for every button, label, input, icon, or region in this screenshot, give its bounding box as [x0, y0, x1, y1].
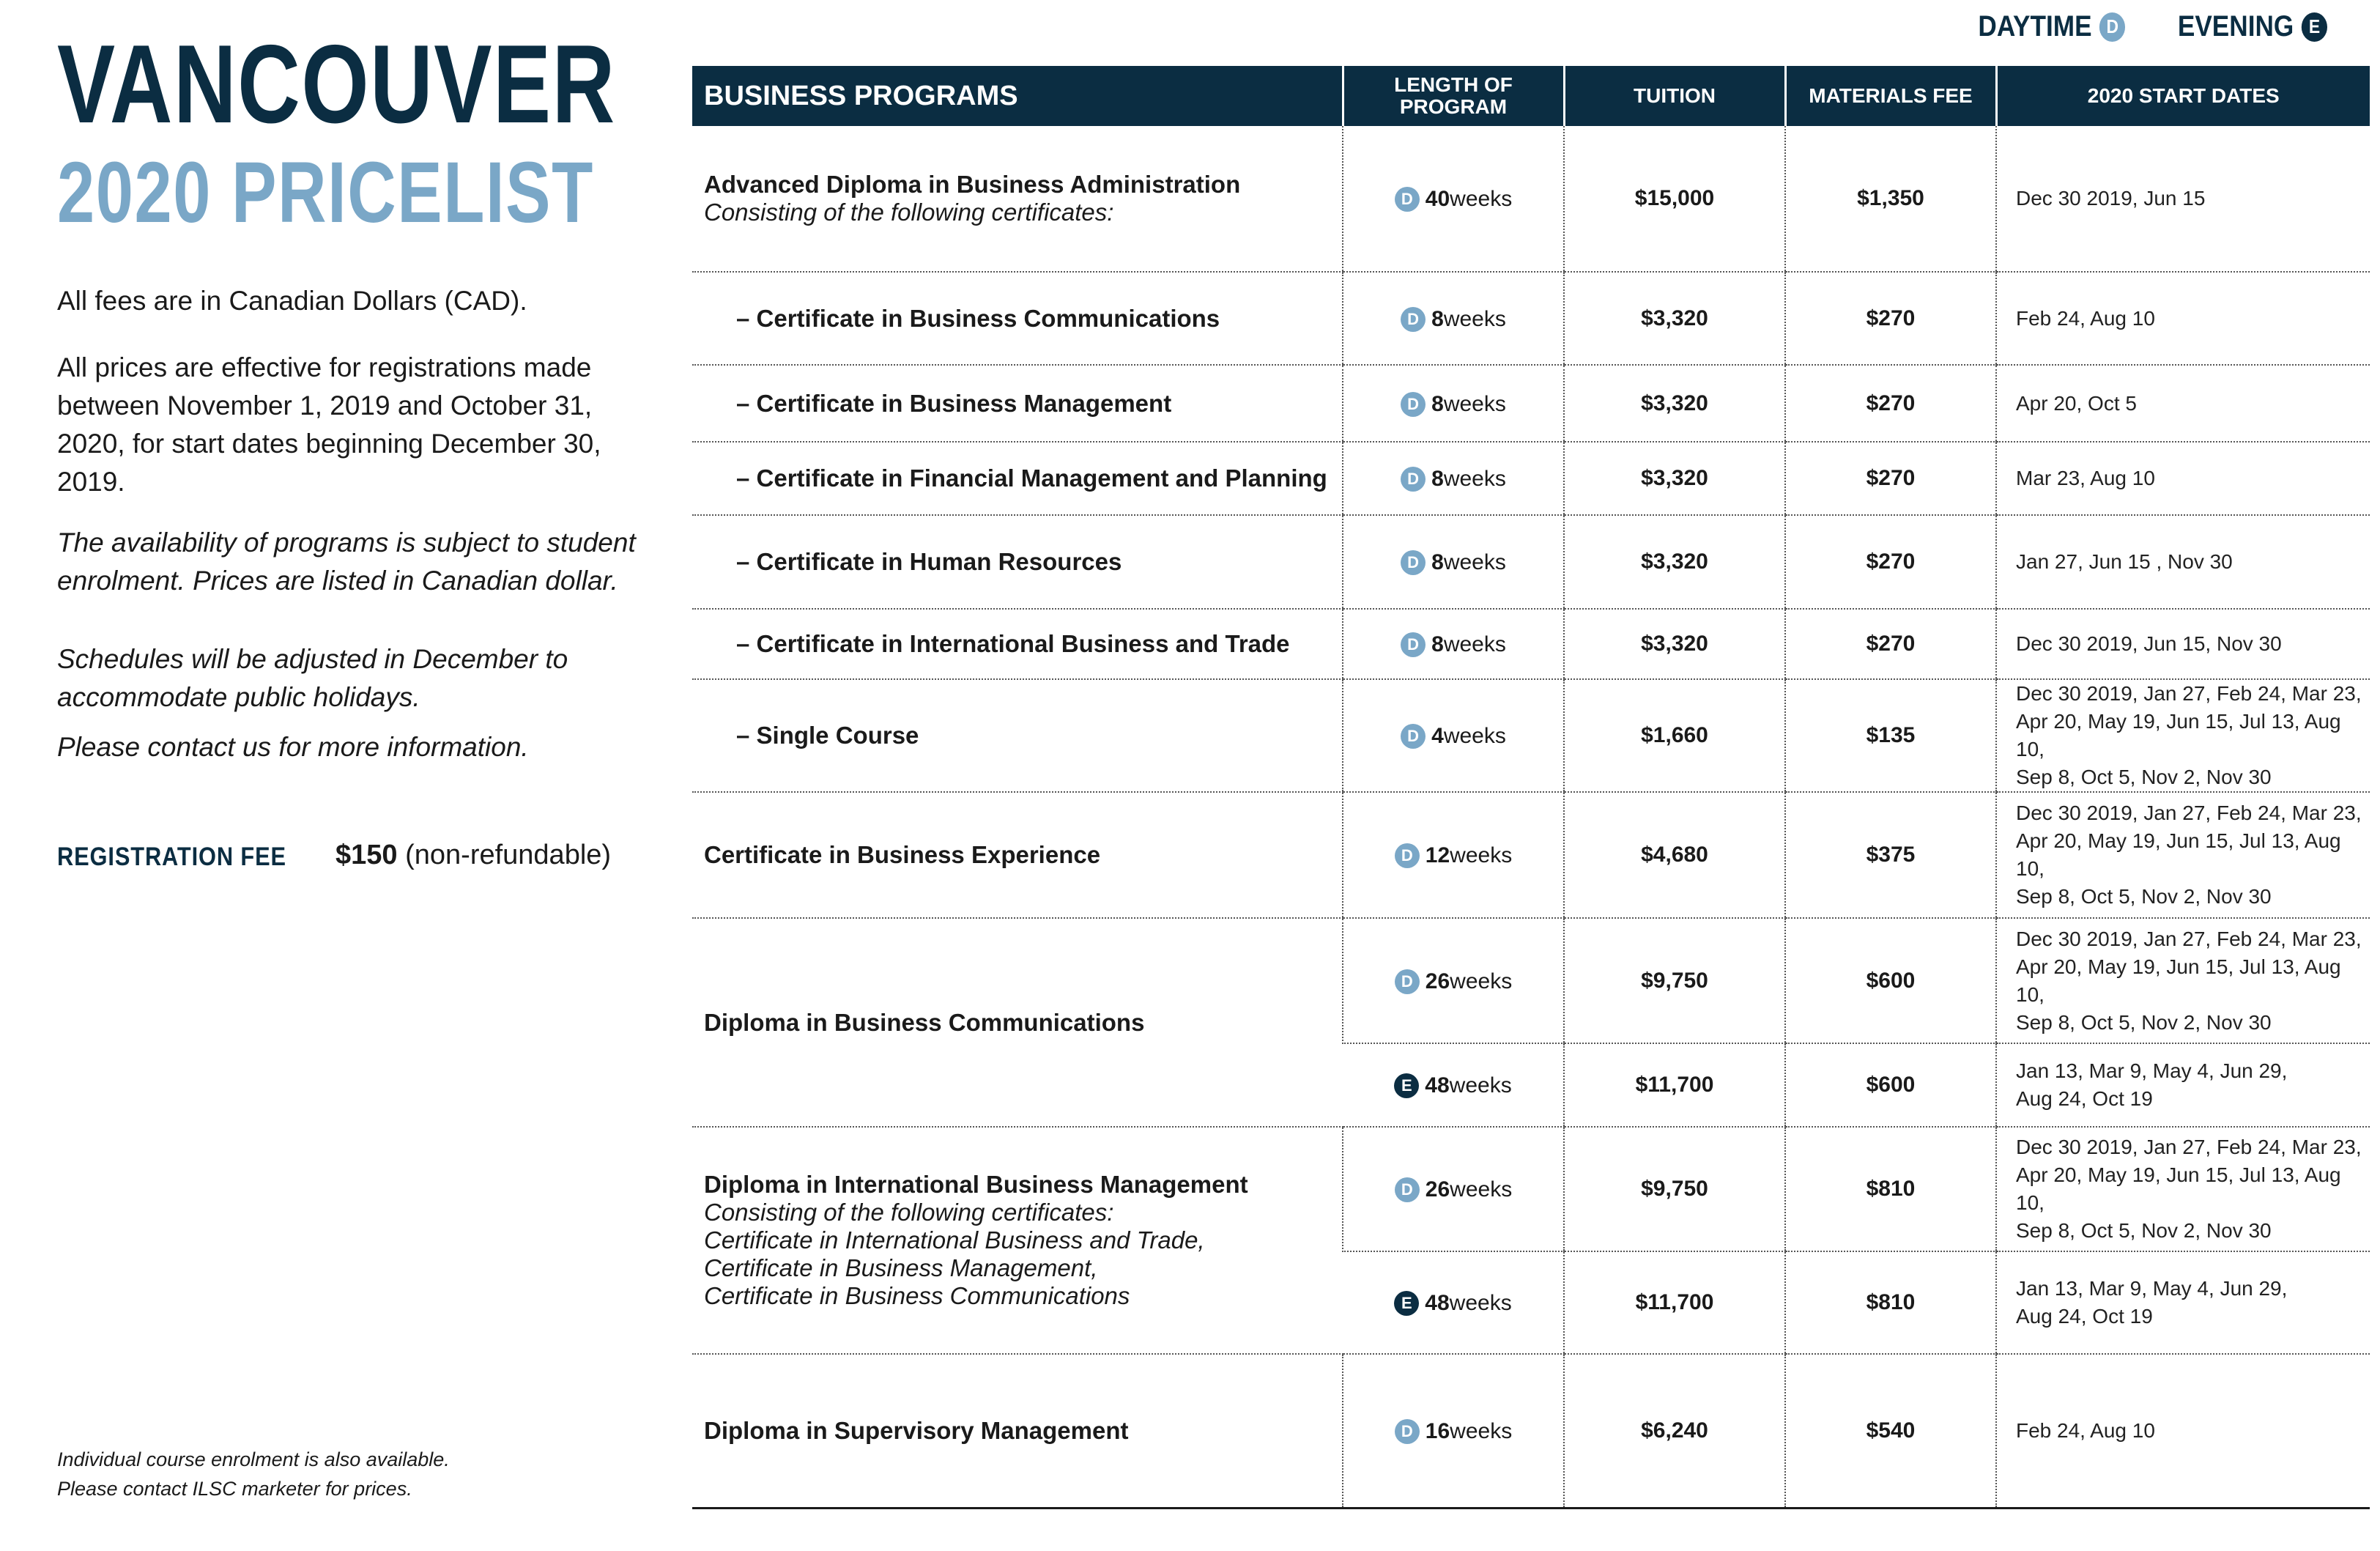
legend-daytime [1978, 10, 2125, 43]
start-dates-cell [1996, 1043, 2370, 1127]
program-name-cell [692, 679, 1343, 792]
materials-fee-cell: $810 [1785, 1251, 1996, 1354]
header-length-line: LENGTH OF [1394, 73, 1513, 96]
start-dates-line: Jan 13, Mar 9, May 4, Jun 29, [2016, 1277, 2288, 1300]
header-length-line: PROGRAM [1399, 95, 1508, 118]
table-row [692, 1127, 2370, 1251]
registration-fee-note: (non-refundable) [397, 840, 612, 870]
tuition-cell: $3,320 [1564, 609, 1785, 679]
program-name: Advanced Diploma in Business Administration [704, 171, 1241, 198]
session-legend [1958, 10, 2327, 43]
header-program: BUSINESS PROGRAMS [692, 66, 1343, 126]
tuition-cell: $11,700 [1564, 1043, 1785, 1127]
start-dates-cell: Dec 30 2019, Jun 15 [1996, 126, 2370, 272]
program-name: – Certificate in Financial Management and Planning [736, 464, 1327, 492]
materials-fee-cell: $600 [1785, 1043, 1996, 1127]
program-subtitle: Certificate in International Business and Trade, [704, 1226, 1205, 1254]
materials-fee-cell: $810 [1785, 1127, 1996, 1251]
length-cell [1343, 365, 1564, 442]
start-dates-line: Jan 13, Mar 9, May 4, Jun 29, [2016, 1059, 2288, 1082]
pricelist-table [692, 66, 2370, 1509]
tuition-cell: $6,240 [1564, 1354, 1785, 1508]
start-dates-line: Sep 8, Oct 5, Nov 2, Nov 30 [2016, 766, 2272, 788]
start-dates-line: Apr 20, May 19, Jun 15, Jul 13, Aug 10, [2016, 829, 2341, 880]
length-weeks: 4 [1431, 724, 1444, 748]
daytime-badge-icon: D [1401, 307, 1426, 332]
length-unit: weeks [1443, 632, 1506, 656]
length-unit: weeks [1450, 1418, 1513, 1443]
start-dates-line: Aug 24, Oct 19 [2016, 1305, 2153, 1328]
start-dates-line: Apr 20, May 19, Jun 15, Jul 13, Aug 10, [2016, 955, 2341, 1006]
start-dates-line: Apr 20, May 19, Jun 15, Jul 13, Aug 10, [2016, 710, 2341, 760]
table-row [692, 792, 2370, 918]
evening-badge-icon: E [1394, 1291, 1419, 1316]
program-name-cell [692, 365, 1343, 442]
start-dates-line: Apr 20, May 19, Jun 15, Jul 13, Aug 10, [2016, 1163, 2341, 1214]
schedule-note: Schedules will be adjusted in December to accommodate public holidays. [57, 644, 568, 712]
start-dates-cell: Dec 30 2019, Jun 15, Nov 30 [1996, 609, 2370, 679]
page-title: VANCOUVER [57, 22, 616, 147]
tuition-cell: $9,750 [1564, 918, 1785, 1043]
program-name-cell [692, 515, 1343, 609]
start-dates-line: Dec 30 2019, Jan 27, Feb 24, Mar 23, [2016, 802, 2362, 824]
legend-evening [2178, 10, 2327, 43]
daytime-badge-icon: D [1401, 724, 1426, 749]
program-name: Diploma in Supervisory Management [704, 1416, 1129, 1444]
length-cell [1343, 442, 1564, 515]
table-header-row [692, 66, 2370, 126]
materials-fee-cell: $375 [1785, 792, 1996, 918]
length-unit: weeks [1443, 724, 1506, 748]
tuition-cell: $1,660 [1564, 679, 1785, 792]
footnote-line: Please contact ILSC marketer for prices. [57, 1478, 412, 1500]
effective-dates-note: All prices are effective for registrations made between November 1, 2019 and October 31, 2020, for start dates beginning December 30, 2019. [57, 352, 601, 497]
start-dates-cell: Jan 27, Jun 15 , Nov 30 [1996, 515, 2370, 609]
length-cell [1343, 1251, 1564, 1354]
header-length [1343, 66, 1564, 126]
daytime-badge-icon: D [1401, 467, 1426, 492]
length-weeks: 40 [1425, 187, 1450, 211]
program-name-cell [692, 442, 1343, 515]
length-weeks: 48 [1425, 1073, 1450, 1097]
header-tuition: TUITION [1564, 66, 1785, 126]
materials-fee-cell: $270 [1785, 515, 1996, 609]
table-row [692, 515, 2370, 609]
length-cell [1343, 1354, 1564, 1508]
start-dates-line: Sep 8, Oct 5, Nov 2, Nov 30 [2016, 1219, 2272, 1242]
daytime-badge-icon: D [1395, 843, 1420, 868]
table-row [692, 679, 2370, 792]
length-unit: weeks [1449, 1073, 1512, 1097]
program-name: – Certificate in Business Management [736, 389, 1172, 417]
length-weeks: 8 [1431, 550, 1444, 574]
materials-fee-cell: $270 [1785, 365, 1996, 442]
header-materials-fee: MATERIALS FEE [1785, 66, 1996, 126]
length-cell [1343, 792, 1564, 918]
registration-fee-amount: $150 [336, 840, 398, 870]
table-row [692, 365, 2370, 442]
program-name: – Single Course [736, 722, 919, 749]
length-unit: weeks [1450, 1177, 1513, 1202]
daytime-badge-icon: D [1395, 1177, 1420, 1202]
program-name: Diploma in International Business Management [704, 1171, 1248, 1198]
start-dates-line: Dec 30 2019, Jan 27, Feb 24, Mar 23, [2016, 927, 2362, 950]
tuition-cell: $3,320 [1564, 515, 1785, 609]
length-unit: weeks [1443, 550, 1506, 574]
length-weeks: 12 [1425, 843, 1450, 867]
tuition-cell: $3,320 [1564, 442, 1785, 515]
title-block [57, 22, 658, 241]
daytime-badge-icon: D [1401, 550, 1426, 575]
program-name-cell [692, 272, 1343, 365]
legend-daytime-label: DAYTIME [1978, 10, 2092, 42]
materials-fee-cell: $540 [1785, 1354, 1996, 1508]
header-start-dates: 2020 START DATES [1996, 66, 2370, 126]
daytime-badge-icon: D [1401, 392, 1426, 417]
tuition-cell: $3,320 [1564, 365, 1785, 442]
availability-note: The availability of programs is subject to student enrolment. Prices are listed in Canadian dollar. [57, 528, 636, 596]
length-weeks: 26 [1425, 969, 1450, 993]
length-cell [1343, 126, 1564, 272]
program-name-cell [692, 126, 1343, 272]
length-unit: weeks [1450, 969, 1513, 993]
program-name: – Certificate in International Business and Trade [736, 630, 1290, 657]
length-unit: weeks [1449, 1291, 1512, 1315]
length-unit: weeks [1450, 843, 1513, 867]
table-row [692, 126, 2370, 272]
program-name: – Certificate in Human Resources [736, 548, 1122, 575]
program-subtitle: Consisting of the following certificates: [704, 1199, 1114, 1226]
daytime-badge-icon: D [1401, 632, 1426, 657]
program-name-cell [692, 1354, 1343, 1508]
start-dates-cell: Feb 24, Aug 10 [1996, 1354, 2370, 1508]
length-cell [1343, 515, 1564, 609]
tuition-cell: $3,320 [1564, 272, 1785, 365]
length-unit: weeks [1450, 187, 1513, 211]
program-subtitle: Certificate in Business Management, [704, 1254, 1098, 1281]
length-weeks: 8 [1431, 632, 1444, 656]
contact-note: Please contact us for more information. [57, 732, 529, 762]
length-cell [1343, 679, 1564, 792]
registration-fee-label: REGISTRATION FEE [57, 843, 286, 871]
program-subtitle: Certificate in Business Communications [704, 1282, 1130, 1309]
footnote-line: Individual course enrolment is also available. [57, 1448, 450, 1470]
materials-fee-cell: $135 [1785, 679, 1996, 792]
materials-fee-cell: $270 [1785, 442, 1996, 515]
length-weeks: 48 [1425, 1291, 1450, 1315]
daytime-badge-icon: D [2099, 12, 2125, 42]
evening-badge-icon: E [2302, 12, 2327, 42]
materials-fee-cell: $270 [1785, 272, 1996, 365]
registration-fee-value [336, 840, 611, 871]
program-name-cell [692, 609, 1343, 679]
daytime-badge-icon: D [1395, 1419, 1420, 1444]
start-dates-cell: Apr 20, Oct 5 [1996, 365, 2370, 442]
start-dates-line: Dec 30 2019, Jan 27, Feb 24, Mar 23, [2016, 1136, 2362, 1158]
table-row [692, 609, 2370, 679]
length-cell [1343, 1127, 1564, 1251]
legend-evening-label: EVENING [2177, 10, 2294, 42]
length-weeks: 8 [1431, 391, 1444, 416]
table-row [692, 442, 2370, 515]
length-cell [1343, 918, 1564, 1043]
length-unit: weeks [1443, 306, 1506, 331]
program-name-cell [692, 792, 1343, 918]
length-weeks: 8 [1431, 306, 1444, 331]
start-dates-cell [1996, 1251, 2370, 1354]
table-row [692, 1354, 2370, 1508]
start-dates-cell [1996, 792, 2370, 918]
length-weeks: 26 [1425, 1177, 1450, 1202]
tuition-cell: $11,700 [1564, 1251, 1785, 1354]
program-name: – Certificate in Business Communications [736, 304, 1220, 332]
footnote [57, 1445, 450, 1503]
materials-fee-cell: $270 [1785, 609, 1996, 679]
length-cell [1343, 272, 1564, 365]
materials-fee-cell: $1,350 [1785, 126, 1996, 272]
program-subtitle: Consisting of the following certificates: [704, 199, 1114, 226]
start-dates-cell [1996, 679, 2370, 792]
start-dates-cell [1996, 1127, 2370, 1251]
page-subtitle: 2020 PRICELIST [57, 144, 594, 241]
start-dates-cell: Mar 23, Aug 10 [1996, 442, 2370, 515]
program-name-cell [692, 1127, 1343, 1354]
materials-fee-cell: $600 [1785, 918, 1996, 1043]
tuition-cell: $4,680 [1564, 792, 1785, 918]
program-name: Diploma in Business Communications [704, 1008, 1145, 1036]
length-unit: weeks [1443, 467, 1506, 491]
length-weeks: 16 [1425, 1418, 1450, 1443]
start-dates-line: Sep 8, Oct 5, Nov 2, Nov 30 [2016, 885, 2272, 908]
start-dates-line: Sep 8, Oct 5, Nov 2, Nov 30 [2016, 1010, 2272, 1034]
start-dates-cell [1996, 918, 2370, 1043]
tuition-cell: $9,750 [1564, 1127, 1785, 1251]
table-row [692, 272, 2370, 365]
start-dates-line: Aug 24, Oct 19 [2016, 1087, 2153, 1110]
start-dates-cell: Feb 24, Aug 10 [1996, 272, 2370, 365]
length-cell [1343, 1043, 1564, 1127]
daytime-badge-icon: D [1395, 187, 1420, 212]
table-row [692, 918, 2370, 1043]
currency-note: All fees are in Canadian Dollars (CAD). [57, 286, 527, 316]
program-name: Certificate in Business Experience [704, 841, 1101, 868]
evening-badge-icon: E [1394, 1073, 1419, 1098]
length-unit: weeks [1443, 391, 1506, 416]
length-cell [1343, 609, 1564, 679]
start-dates-line: Dec 30 2019, Jan 27, Feb 24, Mar 23, [2016, 682, 2362, 705]
program-name-cell [692, 918, 1343, 1127]
tuition-cell: $15,000 [1564, 126, 1785, 272]
length-weeks: 8 [1431, 467, 1444, 491]
daytime-badge-icon: D [1395, 969, 1420, 994]
